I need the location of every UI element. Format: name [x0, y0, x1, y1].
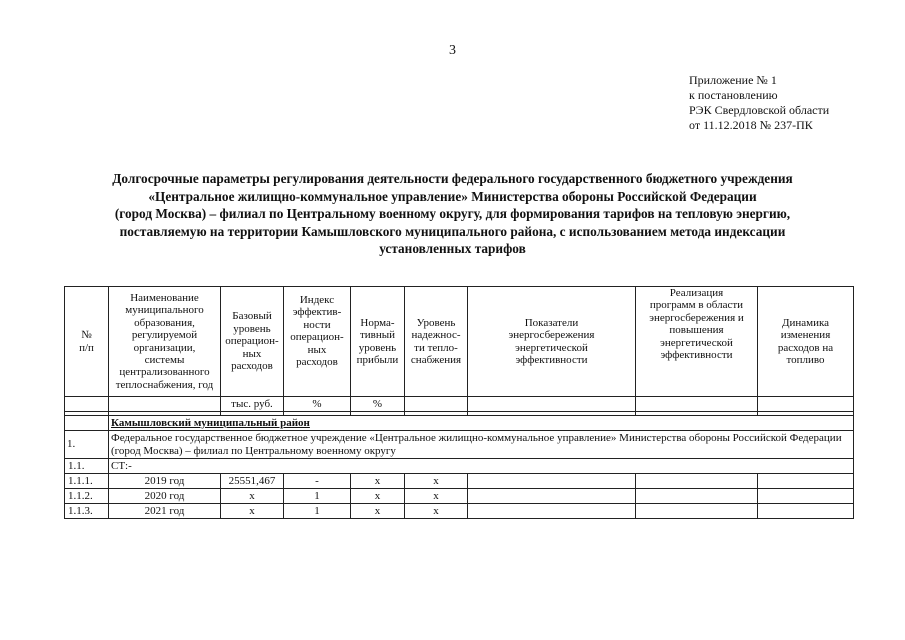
header-line: изменения [780, 329, 831, 342]
units-index: % [284, 397, 351, 412]
system-row [65, 459, 854, 474]
header-line: Уровень [416, 316, 456, 329]
header-num [65, 287, 109, 397]
header-line: энергосбережения и [649, 311, 744, 324]
row-program [636, 489, 758, 504]
row-fuel [758, 474, 854, 489]
header-normative-profit [351, 287, 405, 397]
header-reliability [405, 287, 468, 397]
header-line: эффективности [515, 353, 588, 366]
row-norm: х [351, 489, 405, 504]
units-cell [65, 397, 109, 412]
header-efficiency-index [284, 287, 351, 397]
header-line: расходов на [777, 341, 834, 354]
header-line: образования, [134, 316, 195, 329]
header-line: эффективности [660, 349, 733, 362]
header-line: операцион- [225, 335, 279, 348]
row-energy [468, 474, 636, 489]
table-header-row [65, 287, 854, 397]
appendix-note [689, 73, 829, 133]
header-line: ных [307, 343, 327, 356]
header-line: расходов [296, 356, 338, 369]
title-line: (город Москва) – филиал по Центральному военному округу, для формирования тарифов на тепловую энергию, [114, 206, 791, 221]
table-row [65, 504, 854, 519]
header-line: прибыли [356, 353, 399, 366]
appendix-line: к постановлению [689, 88, 778, 102]
header-line: энергетической [660, 336, 733, 349]
header-line: Наименование [130, 291, 199, 304]
header-line: уровень [233, 322, 271, 335]
header-line: энергетической [515, 341, 588, 354]
header-line: муниципального [125, 304, 204, 317]
district-num [65, 416, 109, 431]
title-line: «Центральное жилищно-коммунальное управление» Министерства обороны Российской Федерации [148, 188, 757, 204]
organization-row [65, 431, 854, 459]
header-line: Динамика [781, 316, 830, 329]
header-line: Базовый [232, 310, 272, 323]
header-line: системы [144, 353, 185, 366]
header-line: надежнос- [411, 329, 461, 342]
header-line: тивный [359, 329, 396, 342]
row-num: 1.1.2. [65, 489, 109, 504]
header-line: регулируемой [131, 329, 198, 342]
units-cell [405, 397, 468, 412]
district-name-cell [109, 416, 854, 431]
district-row [65, 416, 854, 431]
organization-name: Федеральное государственное бюджетное учреждение «Центральное жилищно-коммунальное управление» Министерства обороны Российской Федерации (город Москва) – филиал по Центральному военному округу [111, 431, 842, 457]
header-line: Индекс [299, 294, 335, 306]
header-line: ности [303, 318, 331, 331]
organization-num: 1. [65, 431, 109, 459]
header-line: эффектив- [292, 306, 342, 319]
row-base: х [221, 489, 284, 504]
district-name: Камышловский муниципальный район [111, 416, 310, 429]
row-norm: х [351, 504, 405, 519]
header-line: операцион- [290, 331, 344, 344]
row-index: - [284, 474, 351, 489]
table-row [65, 474, 854, 489]
row-year: 2019 год [109, 474, 221, 489]
units-norm: % [351, 397, 405, 412]
organization-name-cell [109, 431, 854, 459]
row-fuel [758, 489, 854, 504]
header-line: № [81, 329, 92, 342]
row-index: 1 [284, 504, 351, 519]
header-energy-indicators [468, 287, 636, 397]
row-num: 1.1.1. [65, 474, 109, 489]
parameters-table [64, 286, 854, 519]
row-energy [468, 489, 636, 504]
appendix-line: РЭК Свердловской области [689, 103, 830, 117]
row-base: х [221, 504, 284, 519]
header-line: ных [242, 347, 262, 360]
header-line: теплоснабжения, год [115, 378, 214, 391]
row-base: 25551,467 [221, 474, 284, 489]
header-line: повышения [669, 324, 724, 337]
header-line: централизованного [119, 366, 210, 379]
title-line: установленных тарифов [379, 241, 526, 256]
header-line: топливо [786, 353, 825, 366]
units-cell [758, 397, 854, 412]
units-cell [636, 397, 758, 412]
header-line: Реализация [669, 287, 724, 299]
units-base: тыс. руб. [221, 397, 284, 412]
header-line: организации, [133, 341, 196, 354]
header-line: программ в области [649, 299, 744, 312]
row-reliability: х [405, 504, 468, 519]
header-line: расходов [231, 360, 273, 373]
table-units-row [65, 397, 854, 412]
row-reliability: х [405, 489, 468, 504]
title-line: Долгосрочные параметры регулирования деятельности федерального государственного бюджетного учреждения [112, 171, 793, 186]
row-year: 2021 год [109, 504, 221, 519]
table-row [65, 489, 854, 504]
page-number: 3 [449, 43, 456, 58]
row-index: 1 [284, 489, 351, 504]
units-cell [109, 397, 221, 412]
units-cell [468, 397, 636, 412]
document-title [40, 170, 865, 258]
appendix-line: от 11.12.2018 № 237-ПК [689, 118, 813, 132]
appendix-line: Приложение № 1 [689, 73, 777, 87]
header-energy-program [636, 287, 758, 397]
header-line: энергосбережения [508, 329, 595, 342]
system-num: 1.1. [65, 459, 109, 474]
row-energy [468, 504, 636, 519]
row-program [636, 474, 758, 489]
system-name: СТ:- [109, 459, 854, 474]
header-line: Показатели [524, 316, 579, 329]
header-line: Норма- [360, 316, 395, 329]
row-program [636, 504, 758, 519]
row-norm: х [351, 474, 405, 489]
row-year: 2020 год [109, 489, 221, 504]
header-line: п/п [79, 341, 94, 354]
header-line: уровень [358, 341, 397, 354]
row-reliability: х [405, 474, 468, 489]
row-fuel [758, 504, 854, 519]
header-line: снабжения [410, 353, 462, 366]
title-line: поставляемую на территории Камышловского муниципального района, с использованием метода индексации [119, 223, 786, 239]
header-line: ти тепло- [414, 341, 458, 354]
header-name [109, 287, 221, 397]
header-base-level [221, 287, 284, 397]
header-fuel-dynamics [758, 287, 854, 397]
row-num: 1.1.3. [65, 504, 109, 519]
